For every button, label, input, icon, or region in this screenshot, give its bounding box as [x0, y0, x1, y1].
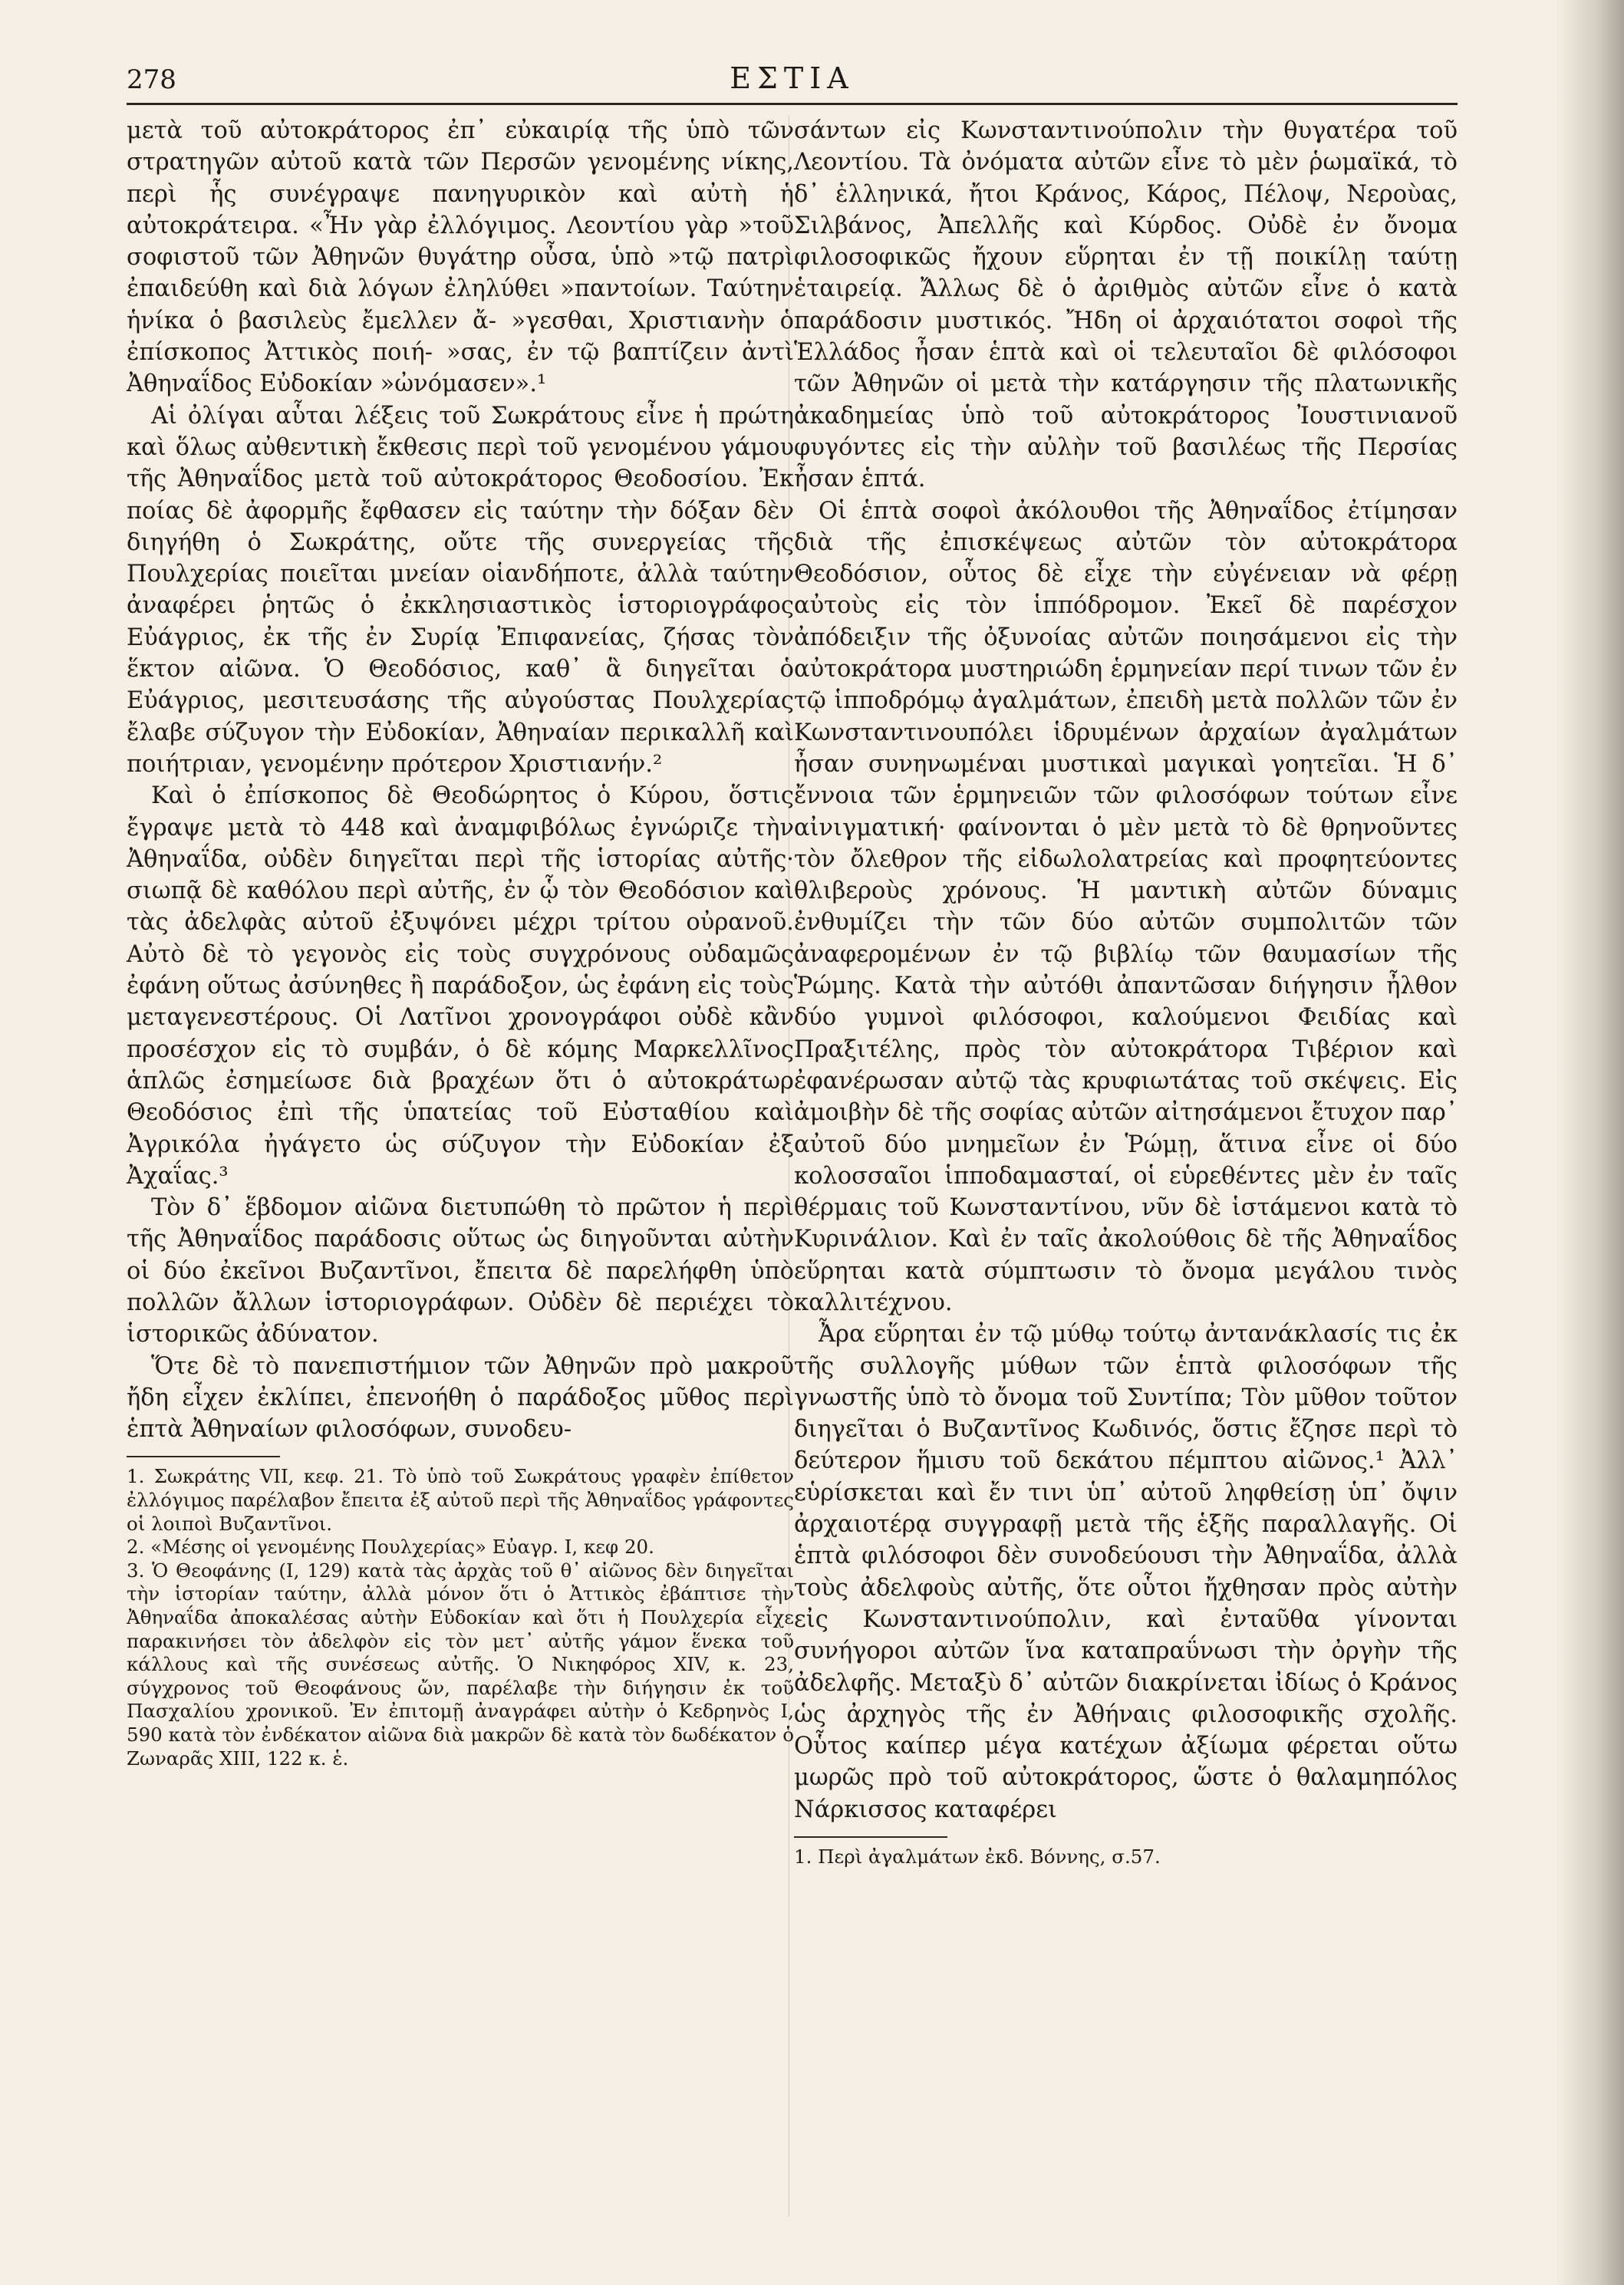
left-paragraph: Καὶ ὁ ἐπίσκοπος δὲ Θεοδώρητος ὁ Κύρου, ὅστις ἔγραψε μετὰ τὸ 448 καὶ ἀναμφιβόλως ἐγνώριζε τὴν Ἀθηναΐδα, οὐδὲν διηγεῖται περὶ τῆς ἱστορίας αὐτῆς· σιωπᾷ δὲ καθόλου περὶ αὐτῆς, ἐν ᾧ τὸν Θεοδόσιον καὶ τὰς ἀδελφὰς αὐτοῦ ἐξυψόνει μέχρι τρίτου οὐρανοῦ. Αὐτὸ δὲ τὸ γεγονὸς εἰς τοὺς συγχρόνους οὐδαμῶς ἐφάνη οὕτως ἀσύνηθες ἢ παράδοξον, ὡς ἐφάνη εἰς τοὺς μεταγενεστέρους. Οἱ Λατῖνοι χρονογράφοι οὐδὲ κἂν προσέσχον εἰς τὸ συμβάν, ὁ δὲ κόμης Μαρκελλῖνος ἁπλῶς ἐσημείωσε διὰ βραχέων ὅτι ὁ αὐτοκράτωρ Θεοδόσιος ἐπὶ τῆς ὑπατείας τοῦ Εὐσταθίου καὶ Ἀγρικόλα ἠγάγετο ὡς σύζυγον τὴν Εὐδοκίαν ἐξ Ἀχαΐας.³	[127, 782, 794, 1190]
footnote: 2. «Μέσης οἱ γενομένης Πουλχερίας» Εὐαγρ. I, κεφ 20.	[127, 1536, 654, 1559]
footnote: 1. Περὶ ἀγαλμάτων ἐκδ. Βόννης, σ.57.	[794, 1845, 1161, 1868]
left-paragraph: μετὰ τοῦ αὐτοκράτορος ἐπ᾽ εὐκαιρίᾳ τῆς ὑπὸ τῶν στρατηγῶν αὐτοῦ κατὰ τῶν Περσῶν γενομένης νίκης, περὶ ἧς συνέγραψε πανηγυρικὸν καὶ αὐτὴ ἡ αὐτοκράτειρα. «Ἦν γὰρ ἐλλόγιμος. Λεοντίου γὰρ »τοῦ σοφιστοῦ τῶν Ἀθηνῶν θυγάτηρ οὖσα, ὑπὸ »τῷ πατρὶ ἐπαιδεύθη καὶ διὰ λόγων ἐληλύθει »παντοίων. Ταύτην ἡνίκα ὁ βασιλεὺς ἔμελλεν ἄ- »γεσθαι, Χριστιανὴν ὁ ἐπίσκοπος Ἀττικὸς ποιή- »σας, ἐν τῷ βαπτίζειν ἀντὶ Ἀθηναΐδος Εὐδοκίαν »ὠνόμασεν».¹	[127, 117, 794, 398]
footnote: 3. Ὁ Θεοφάνης (I, 129) κατὰ τὰς ἀρχὰς τοῦ θ᾽ αἰῶνος δὲν διηγεῖται τὴν ἱστορίαν ταύτην, ἀλλὰ μόνον ὅτι ὁ Ἀττικὸς ἐβάπτισε τὴν Ἀθηναΐδα ἀποκαλέσας αὐτὴν Εὐδοκίαν καὶ ὅτι ἡ Πουλχερία εἶχε παρακινήσει τὸν ἀδελφὸν εἰς τὸν μετ᾽ αὐτῆς γάμον ἕνεκα τοῦ κάλλους καὶ τῆς συνέσεως αὐτῆς. Ὁ Νικηφόρος XIV, κ. 23, σύγχρονος τοῦ Θεοφάνους ὤν, παρέλαβε τὴν διήγησιν ἐκ τοῦ Πασχαλίου χρονικοῦ. Ἐν ἐπιτομῇ ἀναγράφει αὐτὴν ὁ Κεδρηνὸς I, 590 κατὰ τὸν ἐνδέκατον αἰῶνα διὰ μακρῶν δὲ κατὰ τὸν δωδέκατον ὁ Ζωναρᾶς XIII, 122 κ. ἑ.	[127, 1559, 794, 1770]
binding-shadow	[1555, 0, 1624, 2285]
right-paragraph: Ἆρα εὕρηται ἐν τῷ μύθῳ τούτῳ ἀντανάκλασίς τις ἐκ τῆς συλλογῆς μύθων τῶν ἑπτὰ φιλοσόφων τῆς γνωστῆς ὑπὸ τὸ ὄνομα τοῦ Συντίπα; Τὸν μῦθον τοῦτον διηγεῖται ὁ Βυζαντῖνος Κωδινός, ὅστις ἔζησε περὶ τὸ δεύτερον ἥμισυ τοῦ δεκάτου πέμπτου αἰῶνος.¹ Ἀλλ᾽ εὑρίσκεται καὶ ἔν τινι ὑπ᾽ αὐτοῦ ληφθείσῃ ὑπ᾽ ὄψιν ἀρχαιοτέρᾳ συγγραφῇ μετὰ τῆς ἑξῆς παραλλαγῆς. Οἱ ἑπτὰ φιλόσοφοι δὲν συνοδεύουσι τὴν Ἀθηναΐδα, ἀλλὰ τοὺς ἀδελφοὺς αὐτῆς, ὅτε οὗτοι ἤχθησαν πρὸς αὐτὴν εἰς Κωνσταντινούπολιν, καὶ ἐνταῦθα γίνονται συνήγοροι αὐτῶν ἵνα καταπραΰνωσι τὴν ὀργὴν τῆς ἀδελφῆς. Μεταξὺ δ᾽ αὐτῶν διακρίνεται ἰδίως ὁ Κράνος ὡς ἀρχηγὸς τῆς ἐν Ἀθήναις φιλοσοφικῆς σχολῆς. Οὗτος καίπερ μέγα κατέχων ἀξίωμα φέρεται οὕτω μωρῶς πρὸ τοῦ αὐτοκράτορος, ὥστε ὁ θαλαμηπόλος Νάρκισσος καταφέρει	[794, 1321, 1458, 1823]
right-paragraph: Οἱ ἑπτὰ σοφοὶ ἀκόλουθοι τῆς Ἀθηναΐδος ἐτίμησαν διὰ τῆς ἐπισκέψεως αὐτῶν τὸν αὐτοκράτορα Θεοδόσιον, οὗτος δὲ εἶχε τὴν εὐγένειαν νὰ φέρῃ αὐτοὺς εἰς τὸν ἱππόδρομον. Ἐκεῖ δὲ παρέσχον ἀπόδειξιν τῆς ὀξυνοίας αὐτῶν ποιησάμενοι εἰς τὴν αὐτοκράτορα μυστηριώδη ἑρμηνείαν περί τινων τῶν ἐν τῷ ἱπποδρόμῳ ἀγαλμάτων, ἐπειδὴ μετὰ πολλῶν τῶν ἐν Κωνσταντινουπόλει ἱδρυμένων ἀρχαίων ἀγαλμάτων ἦσαν συνηνωμέναι μυστικαὶ μαγικαὶ γοητεῖαι. Ἡ δ᾽ ἔννοια τῶν ἑρμηνειῶν τῶν φιλοσόφων τούτων εἶνε αἰνιγματική· φαίνονται ὁ μὲν μετὰ τὸ δὲ θρηνοῦντες τὸν ὄλεθρον τῆς εἰδωλολατρείας καὶ προφητεύοντες θλιβεροὺς χρόνους. Ἡ μαντικὴ αὐτῶν δύναμις ἐνθυμίζει τὴν τῶν δύο αὐτῶν συμπολιτῶν τῶν ἀναφερομένων ἐν τῷ βιβλίῳ τῶν θαυμασίων τῆς Ῥώμης. Κατὰ τὴν αὐτόθι ἀπαντῶσαν διήγησιν ἦλθον δύο γυμνοὶ φιλόσοφοι, καλούμενοι Φειδίας καὶ Πραξιτέλης, πρὸς τὸν αὐτοκράτορα Τιβέριον καὶ ἐφανέρωσαν αὐτῷ τὰς κρυφιωτάτας τοῦ σκέψεις. Εἰς ἀμοιβὴν δὲ τῆς σοφίας αὐτῶν αἰτησάμενοι ἔτυχον παρ᾽ αὐτοῦ δύο μνημεῖων ἐν Ῥώμῃ, ἅτινα εἶνε οἱ δύο κολοσσαῖοι ἱπποδαμασταί, οἱ εὑρεθέντες μὲν ἐν ταῖς θέρμαις τοῦ Κωνσταντίνου, νῦν δὲ ἱστάμενοι κατὰ τὸ Κυρινάλιον. Καὶ ἐν ταῖς ἀκολούθοις δὲ τῆς Ἀθηναΐδος εὕρηται κατὰ σύμπτωσιν τὸ ὄνομα μεγάλου τινὸς καλλιτέχνου.	[794, 497, 1458, 1316]
right-paragraph: σάντων εἰς Κωνσταντινούπολιν τὴν θυγατέρα τοῦ Λεοντίου. Τὰ ὀνόματα αὐτῶν εἶνε τὸ μὲν ῥωμαϊκά, τὸ δ᾽ ἑλληνικά, ἤτοι Κράνος, Κάρος, Πέλοψ, Νεροὺας, Σιλβάνος, Ἀπελλῆς καὶ Κύρδος. Οὐδὲ ἐν ὄνομα φιλοσοφικῶς ἤχουν εὕρηται ἐν τῇ ποικίλῃ ταύτῃ ἑταιρείᾳ. Ἄλλως δὲ ὁ ἀριθμὸς αὐτῶν εἶνε ὁ κατὰ παράδοσιν μυστικός. Ἤδη οἱ ἀρχαιότατοι σοφοὶ τῆς Ἑλλάδος ἦσαν ἑπτὰ καὶ οἱ τελευταῖοι δὲ φιλόσοφοι τῶν Ἀθηνῶν οἱ μετὰ τὴν κατάργησιν τῆς πλατωνικῆς ἀκαδημείας ὑπὸ τοῦ αὐτοκράτορος Ἰουστινιανοῦ φυγόντες εἰς τὴν αὐλὴν τοῦ βασιλέως τῆς Περσίας ἦσαν ἑπτά.	[794, 117, 1458, 493]
left-paragraph: Αἱ ὀλίγαι αὗται λέξεις τοῦ Σωκράτους εἶνε ἡ πρώτη καὶ ὅλως αὐθεντικὴ ἔκθεσις περὶ τοῦ γενομένου γάμου τῆς Ἀθηναΐδος μετὰ τοῦ αὐτοκράτορος Θεοδοσίου. Ἐκ ποίας δὲ ἀφορμῆς ἔφθασεν εἰς ταύτην τὴν δόξαν δὲν διηγήθη ὁ Σωκράτης, οὔτε τῆς συνεργείας τῆς Πουλχερίας ποιεῖται μνείαν οἱανδήποτε, ἀλλὰ ταύτην ἀναφέρει ῥητῶς ὁ ἐκκλησιαστικὸς ἱστοριογράφος Εὐάγριος, ἐκ τῆς ἐν Συρίᾳ Ἐπιφανείας, ζήσας τὸν ἕκτον αἰῶνα. Ὁ Θεοδόσιος, καθ᾽ ἃ διηγεῖται ὁ Εὐάγριος, μεσιτευσάσης τῆς αὐγούστας Πουλχερίας ἔλαβε σύζυγον τὴν Εὐδοκίαν, Ἀθηναίαν περικαλλῆ καὶ ποιήτριαν, γενομένην πρότερον Χριστιανήν.²	[127, 402, 794, 778]
footnote: 1. Σωκράτης VII, κεφ. 21. Τὸ ὑπὸ τοῦ Σωκράτους γραφὲν ἐπίθετον ἐλλόγιμος παρέλαβον ἔπειτα ἐξ αὐτοῦ περὶ τῆς Ἀθηναΐδος γράφοντες οἱ λοιποὶ Βυζαντῖνοι.	[127, 1465, 794, 1535]
left-paragraph: Τὸν δ᾽ ἕβδομον αἰῶνα διετυπώθη τὸ πρῶτον ἡ περὶ τῆς Ἀθηναΐδος παράδοσις οὕτως ὡς διηγοῦνται αὐτὴν οἱ δύο ἐκεῖνοι Βυζαντῖνοι, ἔπειτα δὲ παρελήφθη ὑπὸ πολλῶν ἄλλων ἱστοριογράφων. Οὐδὲν δὲ περιέχει τὸ ἱστορικῶς ἀδύνατον.	[127, 1194, 794, 1348]
journal-title: ΕΣΤΙΑ	[730, 61, 855, 95]
left-column	[127, 115, 794, 1770]
page-header	[127, 55, 1458, 101]
footnote-rule	[794, 1836, 947, 1838]
right-column	[794, 115, 1458, 1869]
left-paragraph: Ὅτε δὲ τὸ πανεπιστήμιον τῶν Ἀθηνῶν πρὸ μακροῦ ἤδη εἶχεν ἐκλίπει, ἐπενοήθη ὁ παράδοξος μῦθος περὶ ἑπτὰ Ἀθηναίων φιλοσόφων, συνοδευ-	[127, 1352, 794, 1444]
footnote-rule	[127, 1456, 280, 1457]
header-rule	[127, 103, 1458, 105]
page-number: 278	[127, 64, 176, 95]
